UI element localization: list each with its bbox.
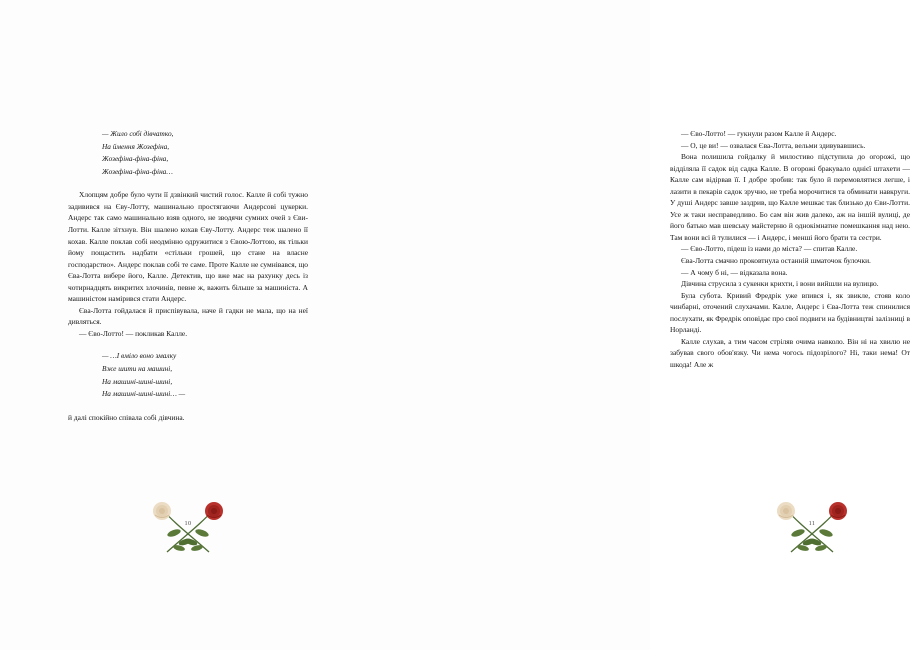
verse-line: На машині-шині-шині… — (102, 389, 186, 399)
crossed-roses-icon (767, 500, 857, 556)
verse-line: На ймення Жозефіна, (102, 141, 170, 151)
folio-ornament-right (767, 500, 857, 556)
body-paragraph: Вона полишила гойдалку й милостиво підступила до огорожі, що відділяла її садок від садка Калле. В огорожі бракувало однієї штахети — Калле сам відірвав її. І добре зробив: так було й перемовлятися легше, і лазити в пекарів садок зручно, не треба морочитися та обминати навкруги. У душі Андерс завше заздрив, що Калле мешкає так близько до Єви-Лотти. Усе ж таки несправедливо. Бо сам він жив далеко, аж на іншій вулиці, де його батько мав шевську майстерню й однокімнатне помешкання над нею. Там вони всі й тулилися — і Андерс, і менші його брати та сестри. (670, 152, 910, 242)
body-paragraph: Була субота. Кривий Фредрік уже впився і, як звикле, стояв коло чинбарні, оточений слухачами. Калле, Андерс і Єва-Лотта теж спинилися послухати, як Фредрік оповідає про свої подвиги на будівництві залізниці в Норланді. (670, 290, 910, 335)
body-paragraph: — Єво-Лотто! — покликав Калле. (79, 328, 188, 338)
page-right-textblock (670, 128, 910, 370)
verse-stanza-first (68, 128, 308, 178)
verse-line: Жозефіна-фіна-фіна… (102, 166, 173, 176)
verse-line: Вже шити на машині, (102, 364, 173, 374)
body-paragraph: Єва-Лотта гойдалася й приспівувала, наче й гадки не мала, що на неї дивляться. (68, 305, 308, 327)
page-right (325, 0, 910, 650)
verse-stanza-second (68, 350, 308, 400)
verse-line: На машині-шині-шині, (102, 376, 173, 386)
folio-ornament-left (143, 500, 233, 556)
body-paragraph: — Єво-Лотто, підеш із нами до міста? — спитав Калле. (681, 244, 858, 254)
body-paragraph: Хлопцям добре було чути її дзвінкий чистий голос. Калле й собі тужно задивився на Єву-Лотту, машинально простягаючи Андерсові цукерки. Андерс так само машинально взяв одного, не зводячи сумних очей з Єви-Лотти. Калле зітхнув. Він шалено кохав Єву-Лотту. Андерс теж шалено її кохав. Калле поклав собі неодмінно одружитися з Євою-Лоттою, як тільки йому пощастить надбати «стільки грошей, що стане на власне господарство». Андерс поклав собі те саме. Проте Калле не сумнівався, що Єва-Лотта вибере його, Калле. Детектив, що вже має на рахунку десь із чотирнадцять викритих злочинів, певне ж, важить більше за машиніста. А машиністом намірився стати Андерс. (68, 190, 308, 304)
body-paragraph: Дівчина струсила з сукенки крихти, і вони вийшли на вулицю. (681, 279, 879, 289)
body-paragraph: — Єво-Лотто! — гукнули разом Калле й Андерс. (681, 129, 837, 138)
body-paragraph: Єва-Лотта смачно проковтнула останній шматочок булочки. (681, 256, 871, 266)
body-paragraph: — О, це ви! — озвалася Єва-Лотта, вельми здивувавшись. (681, 140, 866, 150)
verse-line: — Жило собі дівчатко, (102, 129, 174, 138)
body-paragraph: — А чому б ні, — відказала вона. (681, 267, 788, 277)
page-left-textblock (68, 128, 308, 423)
body-paragraph: й далі спокійно співала собі дівчина. (68, 412, 185, 422)
verse-line: Жозефіна-фіна-фіна, (102, 154, 169, 164)
verse-line: — …І вміло воно змалку (102, 351, 177, 361)
page-number: 11 (808, 520, 816, 527)
page-number: 10 (184, 520, 192, 527)
crossed-roses-icon (143, 500, 233, 556)
page-left (0, 0, 325, 650)
body-paragraph: Калле слухав, а тим часом стріляв очима навколо. Він ні на хвилю не забував свого обов'язку. Чи нема чогось підозрілого? Ні, таки нема! От шкода! Але ж (670, 336, 910, 369)
